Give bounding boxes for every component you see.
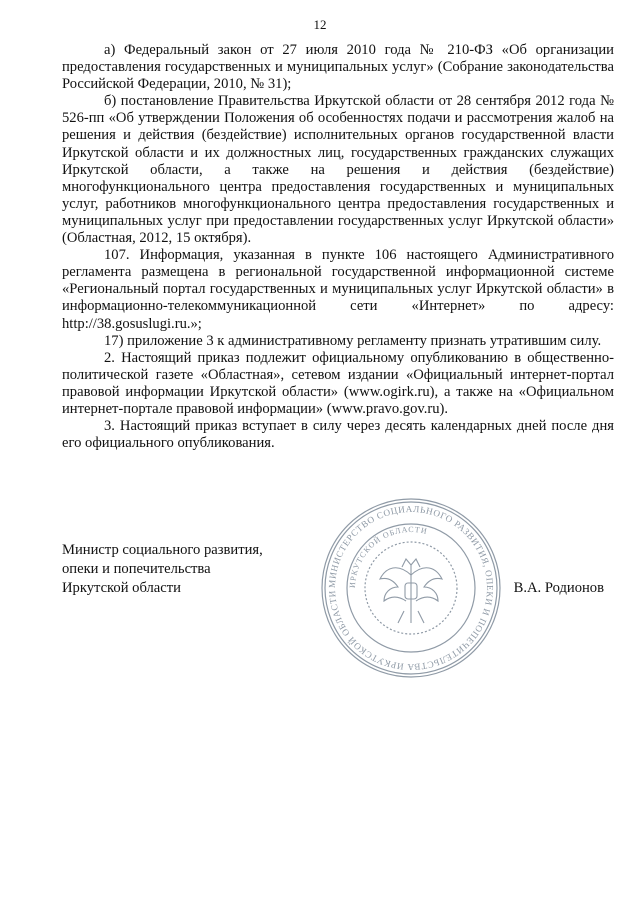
signature-block (62, 541, 263, 598)
seal-inner-text: ИРКУТСКОЙ ОБЛАСТИ (347, 524, 429, 589)
paragraph-3: 3. Настоящий приказ вступает в силу через десять календарных дней после дня его официального опубликования. (62, 418, 614, 452)
paragraph-a: а) Федеральный закон от 27 июля 2010 года № 210-ФЗ «Об организации предоставления государственных и муниципальных услуг» (Собрание законодательства Российской Федерации, 2010, № 31); (62, 42, 614, 93)
seal-outer-text: МИНИСТЕРСТВО СОЦИАЛЬНОГО РАЗВИТИЯ, ОПЕКИ И ПОПЕЧИТЕЛЬСТВА ИРКУТСКОЙ ОБЛАСТИ (326, 503, 496, 673)
signatory-name: В.А. Родионов (513, 580, 604, 596)
page-number: 12 (313, 17, 327, 32)
signatory-position-line-1: Министр социального развития, (62, 542, 263, 558)
paragraph-2: 2. Настоящий приказ подлежит официальному опубликованию в общественно-политической газете «Областная», сетевом издании «Официальный интернет-портал правовой информации Иркутской области» (www.ogirk.ru), а также на «Официальном интернет-портале правовой информации» (www.pravo.gov.ru). (62, 349, 614, 417)
signatory-position-line-3: Иркутской области (62, 580, 181, 596)
double-eagle-emblem (380, 559, 442, 623)
document-body (62, 42, 614, 452)
paragraph-b: б) постановление Правительства Иркутской области от 28 сентября 2012 года № 526-пп «Об утверждении Положения об особенностях подачи и рассмотрения жалоб на решения и действия (бездействие) исполнительных органов государственной власти Иркутской области и их должностных лиц, государственных гражданских служащих Иркутской области, а также на решения и действия (бездействие) многофункционального центра предоставления государственных и муниципальных услуг, работников многофункционального центра предоставления государственных и муниципальных услуг при предоставлении государственных услуг Иркутской области» (Областная, 2012, 15 октября). (62, 93, 614, 247)
paragraph-17: 17) приложение 3 к административному регламенту признать утратившим силу. (104, 332, 602, 349)
paragraph-107: 107. Информация, указанная в пункте 106 настоящего Административного регламента размещена в региональной государственной информационной системе «Региональный портал государственных и муниципальных услуг Иркутской области» в информационно-телекоммуникационной сети «Интернет» по адресу: http://38.gosuslugi.ru.»; (62, 247, 614, 332)
official-seal (318, 495, 504, 681)
signatory-position-line-2: опеки и попечительства (62, 561, 211, 577)
